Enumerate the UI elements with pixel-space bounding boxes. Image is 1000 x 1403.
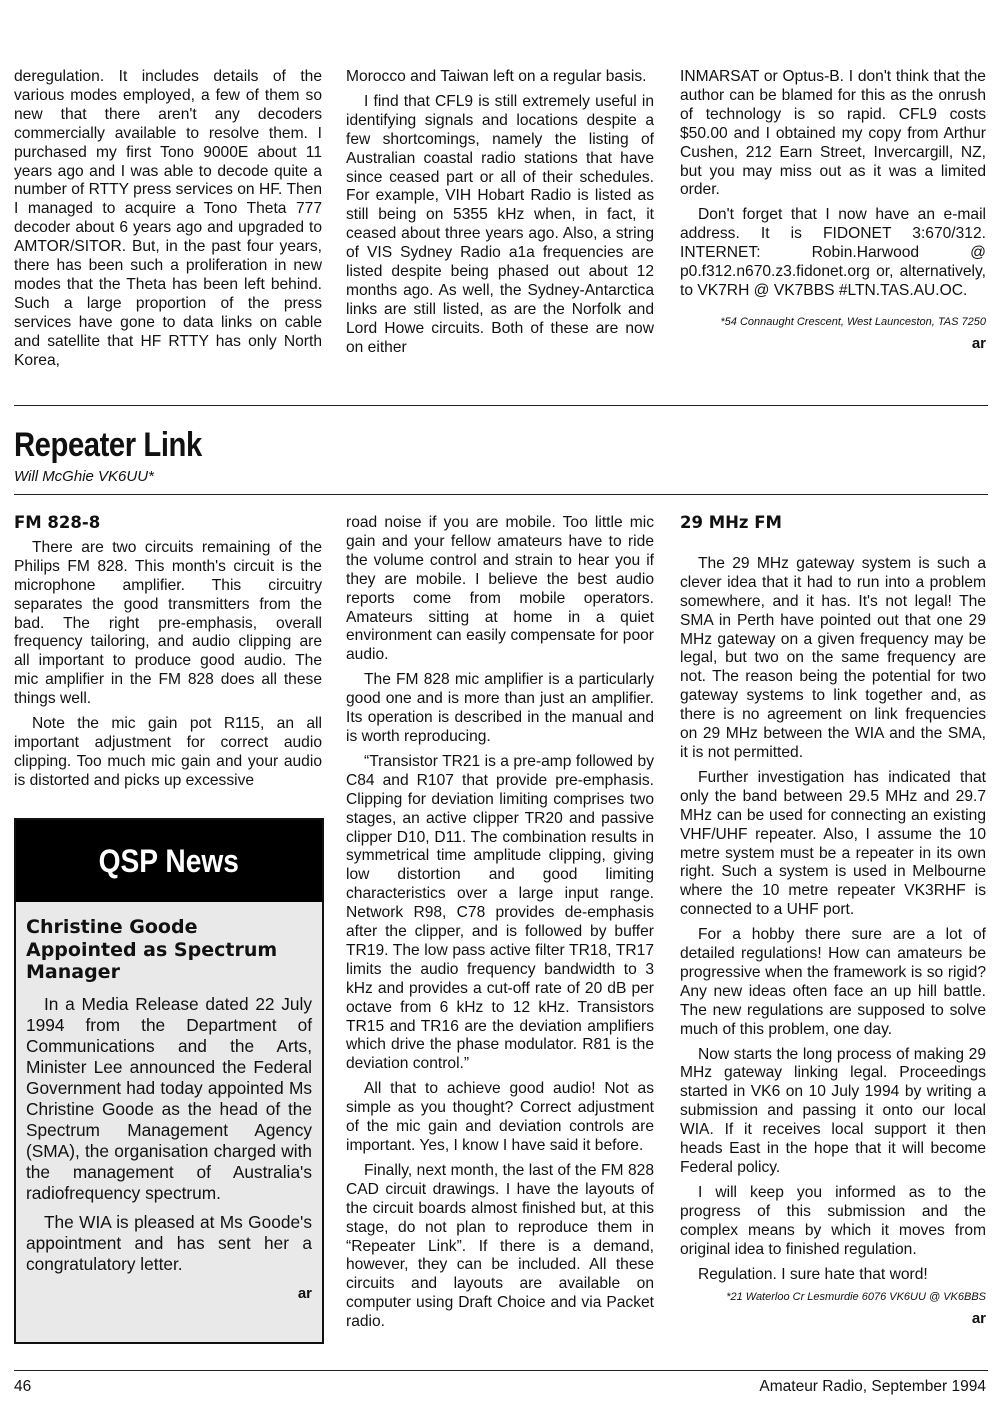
fm828-para-1: There are two circuits remaining of the Philips FM 828. This month's circuit is the microphone amplifier. This circuitry separates the good transmitters from the bad. The right pre-emphasis, overall frequency tailoring, and audio clipping are all important to produce good audio. The mic amplifier in the FM 828 does all these things well. bbox=[14, 538, 322, 708]
repeater-col2-para-5: Finally, next month, the last of the FM 828 CAD circuit drawings. I have the layouts of the circuit boards almost finished but, at this stage, do not plan to reproduce them in “Repeater Link”. If there is a demand, however, they can be included. All these circuits and layouts are available on computer using Draft Choice and via Packet radio. bbox=[346, 1161, 654, 1331]
repeater-col2-para-4: All that to achieve good audio! Not as simple as you thought? Correct adjustment of the mic gain and deviation controls are important. Yes, I know I have said it before. bbox=[346, 1080, 654, 1154]
top-col1-text: deregulation. It includes details of the various modes employed, a few of them so new that there aren't any decoders commercially available to resolve them. I purchased my first Tono 9000E about 11 years ago and I was able to decode quite a number of RTTY press services on HF. Then I managed to acquire a Tono Theta 777 decoder about 6 years ago and upgraded to AMTOR/SITOR. But, in the past four years, there has been such a proliferation in new modes that the Theta has been left behind. Such a large proportion of the press services have gone to data links on cable and satellite that HF RTTY has only North Korea, bbox=[14, 68, 322, 369]
top-col3-para-1: INMARSAT or Optus-B. I don't think that the author can be blamed for this as the onrush of technology is so rapid. CFL9 costs $50.00 and I obtained my copy from Arthur Cushen, 212 Earn Street, Invercargill, NZ, but you may miss out as it was a limited order. bbox=[680, 68, 986, 199]
qsp-news-content bbox=[26, 916, 312, 1312]
title-divider bbox=[14, 494, 988, 495]
top-col2-para-1: Morocco and Taiwan left on a regular basis. bbox=[346, 68, 647, 85]
repeater-col2-para-3: “Transistor TR21 is a pre-amp followed by C84 and R107 that provide pre-emphasis. Clipping for deviation limiting comprises two stages, an active clipper TR20 and passive clipper D10, D11. The combination results in symmetrical time amplitude clipping, giving low distortion and good limiting characteristics over a large input range. Network R98, C78 provides de-emphasis after the clipper, and is followed by buffer TR19. The low pass active filter TR18, TR17 limits the audio frequency bandwidth to 3 kHz and provides a cut-off rate of 20 dB per octave from 6 kHz to 12 kHz. Transistors TR15 and TR16 are the deviation amplifiers which drive the phase modulator. R81 is the deviation control.” bbox=[346, 752, 654, 1073]
qsp-news-box bbox=[14, 818, 324, 1344]
29mhz-para-3: For a hobby there sure are a lot of detailed regulations! How can amateurs be progressive when the framework is so rigid? Any new ideas often face an up hill battle. The new regulations are supposed to solve much of this problem, one day. bbox=[680, 926, 986, 1038]
29mhz-para-4: Now starts the long process of making 29 MHz gateway linking legal. Proceedings started in VK6 on 10 July 1994 by writing a submission and passing it onto our local WIA. If it receives local support it then heads East in the hope that it will become Federal policy. bbox=[680, 1045, 986, 1176]
qsp-news-headline: Christine Goode Appointed as Spectrum Manager bbox=[26, 916, 278, 983]
29mhz-para-6: Regulation. I sure hate that word! bbox=[698, 1265, 928, 1283]
repeater-footnote: *21 Waterloo Cr Lesmurdie 6076 VK6UU @ VK6BBS bbox=[726, 1291, 986, 1304]
29mhz-para-5: I will keep you informed as to the progress of this submission and the complex means by which it moves from original idea to finished regulation. bbox=[680, 1183, 986, 1258]
repeater-column-1 bbox=[14, 514, 322, 797]
qsp-news-para-2: The WIA is pleased at Ms Goode's appointment and has sent her a congratulatory letter. bbox=[26, 1211, 312, 1274]
repeater-column-2 bbox=[346, 514, 654, 1338]
fm828-para-2: Note the mic gain pot R115, an all important adjustment for correct audio clipping. Too much mic gain and your audio is distorted and picks up excessive bbox=[14, 715, 322, 789]
top-col3-para-2: Don't forget that I now have an e-mail address. It is FIDONET 3:670/312. INTERNET: Robin.Harwood @ p0.f312.n670.z3.fidonet.org or, alternatively, to VK7RH @ VK7BBS #LTN.TAS.AU.OC. bbox=[680, 206, 986, 299]
page-number: 46 bbox=[14, 1378, 32, 1395]
29mhz-heading: 29 MHz FM bbox=[680, 513, 782, 532]
repeater-column-3 bbox=[680, 514, 986, 1335]
repeater-col2-para-1: road noise if you are mobile. Too little mic gain and your fellow amateurs have to ride the volume control and strain to hear you if they are mobile. I believe the best audio reports come from mobile operators. Amateurs sitting at home in a quiet environment can easily compensate for poor audio. bbox=[346, 514, 654, 664]
top-column-1 bbox=[14, 68, 322, 377]
section-title: Repeater Link bbox=[14, 426, 202, 464]
29mhz-para-2: Further investigation has indicated that only the band between 29.5 MHz and 29.7 MHz can be used for connecting an existing VHF/UHF repeater. Also, I assume the 10 metre system must be a repeater in its own right. Such a system is used in Melbourne where the 10 metre repeater VK3RHF is connected to a UHF port. bbox=[680, 768, 986, 919]
top-end-mark: ar bbox=[971, 334, 986, 352]
qsp-news-para-1: In a Media Release dated 22 July 1994 from the Department of Communications and the Arts, Minister Lee announced the Federal Government had today appointed Ms Christine Goode as the head of the Spectrum Management Agency (SMA), the organisation charged with the management of Australia's radiofrequency spectrum. bbox=[26, 993, 312, 1203]
qsp-news-end-mark: ar bbox=[297, 1284, 312, 1302]
publication-info: Amateur Radio, September 1994 bbox=[759, 1378, 986, 1395]
section-divider bbox=[14, 405, 988, 406]
top-column-3 bbox=[680, 68, 986, 360]
repeater-end-mark: ar bbox=[971, 1310, 986, 1328]
top-footnote: *54 Connaught Crescent, West Launceston, TAS 7250 bbox=[720, 315, 986, 328]
footer-divider bbox=[14, 1370, 988, 1371]
qsp-news-banner bbox=[16, 820, 322, 902]
fm828-heading: FM 828-8 bbox=[14, 513, 101, 532]
repeater-col2-para-2: The FM 828 mic amplifier is a particularly good one and is more than just an amplifier. Its operation is described in the manual and is worth reproducing. bbox=[346, 671, 654, 745]
byline: Will McGhie VK6UU* bbox=[14, 468, 154, 485]
29mhz-para-1: The 29 MHz gateway system is such a clever idea that it had to run into a problem somewhere, and it has. It's not legal! The SMA in Perth have pointed out that one 29 MHz gateway on a given frequency may be legal, but two on the same frequency are not. The reason being the potential for two gateway systems to link together and, as there is no agreement on link frequencies on 29 MHz between the WIA and the SMA, it is not permitted. bbox=[680, 554, 986, 761]
qsp-news-banner-title: QSP News bbox=[98, 842, 240, 879]
top-col2-para-2: I find that CFL9 is still extremely useful in identifying signals and locations despite a few shortcomings, namely the listing of Australian coastal radio stations that have since ceased part or all of their schedules. For example, VIH Hobart Radio is listed as still being on 5355 kHz when, in fact, it ceased about three years ago. Also, a string of VIS Sydney Radio a1a frequencies are listed despite being phased out about 12 months ago. As well, the Sydney-Antarctica links are still listed, as are the Norfolk and Lord Howe circuits. Both of these are now on either bbox=[346, 92, 654, 356]
top-column-2 bbox=[346, 68, 654, 364]
